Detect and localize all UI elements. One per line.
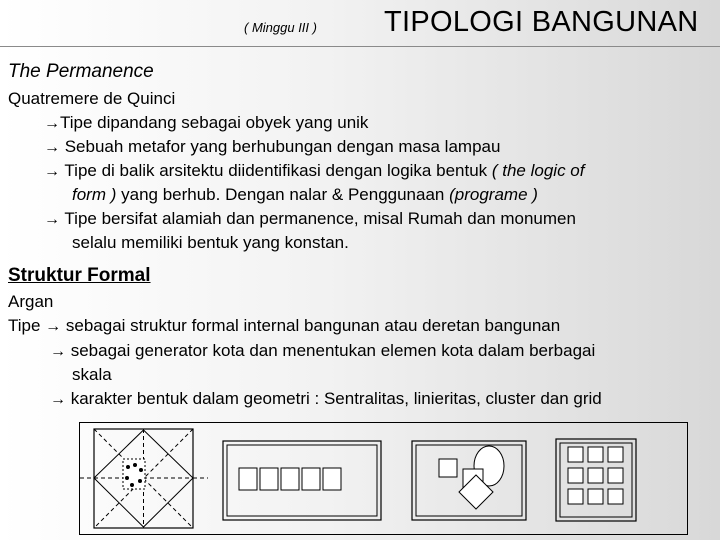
- bullet-text: sebagai generator kota dan menentukan elemen kota dalam berbagai: [66, 341, 596, 360]
- bullet-line: [50, 389, 602, 410]
- bullet-line: [50, 341, 595, 362]
- linieritas-diagram-icon: [223, 441, 381, 520]
- arrow-right-icon: →: [50, 391, 66, 408]
- arrow-right-icon: →: [44, 211, 60, 228]
- bullet-text: Tipe di balik arsitektu diidentifikasi dengan logika bentuk: [60, 161, 492, 180]
- bullet-line: [8, 316, 560, 337]
- arrow-right-icon: →: [50, 343, 66, 360]
- cluster-diagram-icon: [412, 441, 526, 520]
- slide-header: [0, 0, 720, 46]
- arrow-right-icon: →: [44, 139, 60, 156]
- author-quatremere: Quatremere de Quinci: [8, 89, 176, 108]
- bullet-line: [44, 137, 500, 158]
- arrow-right-icon: →: [44, 115, 60, 132]
- week-label: ( Minggu III ): [244, 20, 317, 35]
- bullet-continuation: selalu memiliki bentuk yang konstan.: [72, 233, 349, 252]
- bullet-italic-text: ( the logic of: [491, 161, 585, 180]
- bullet-text: Tipe bersifat alamiah dan permanence, misal Rumah dan monumen: [60, 209, 576, 228]
- bullet-continuation: [72, 185, 538, 205]
- section-heading-struktur-formal: Struktur Formal: [8, 265, 151, 286]
- header-divider: [0, 46, 720, 47]
- grid-diagram-icon: [556, 439, 636, 521]
- slide-title: TIPOLOGI BANGUNAN: [384, 6, 699, 38]
- author-argan: Argan: [8, 292, 54, 311]
- bullet-italic-text: form ): [72, 185, 117, 204]
- section-heading-permanence: The Permanence: [8, 61, 154, 82]
- bullet-text: yang berhub. Dengan nalar & Penggunaan: [116, 185, 450, 204]
- bullet-line: [44, 161, 584, 182]
- bullet-italic-text: (programe ): [449, 185, 538, 204]
- geometry-diagram-panel: [79, 422, 688, 535]
- bullet-line: [44, 113, 368, 134]
- bullet-text: karakter bentuk dalam geometri : Sentralitas, linieritas, cluster dan grid: [66, 389, 602, 408]
- bullet-text: Sebuah metafor yang berhubungan dengan masa lampau: [60, 137, 501, 156]
- arrow-right-icon: →: [45, 318, 62, 335]
- bullet-text: Tipe dipandang sebagai obyek yang unik: [60, 113, 369, 132]
- geometry-diagrams: [80, 423, 687, 534]
- bullet-text: sebagai struktur formal internal bangunan atau deretan bangunan: [61, 316, 561, 335]
- bullet-line: [44, 209, 576, 230]
- tipe-label: Tipe: [8, 316, 46, 335]
- sentralitas-diagram-icon: [80, 429, 208, 528]
- arrow-right-icon: →: [44, 163, 60, 180]
- bullet-continuation: skala: [72, 365, 112, 384]
